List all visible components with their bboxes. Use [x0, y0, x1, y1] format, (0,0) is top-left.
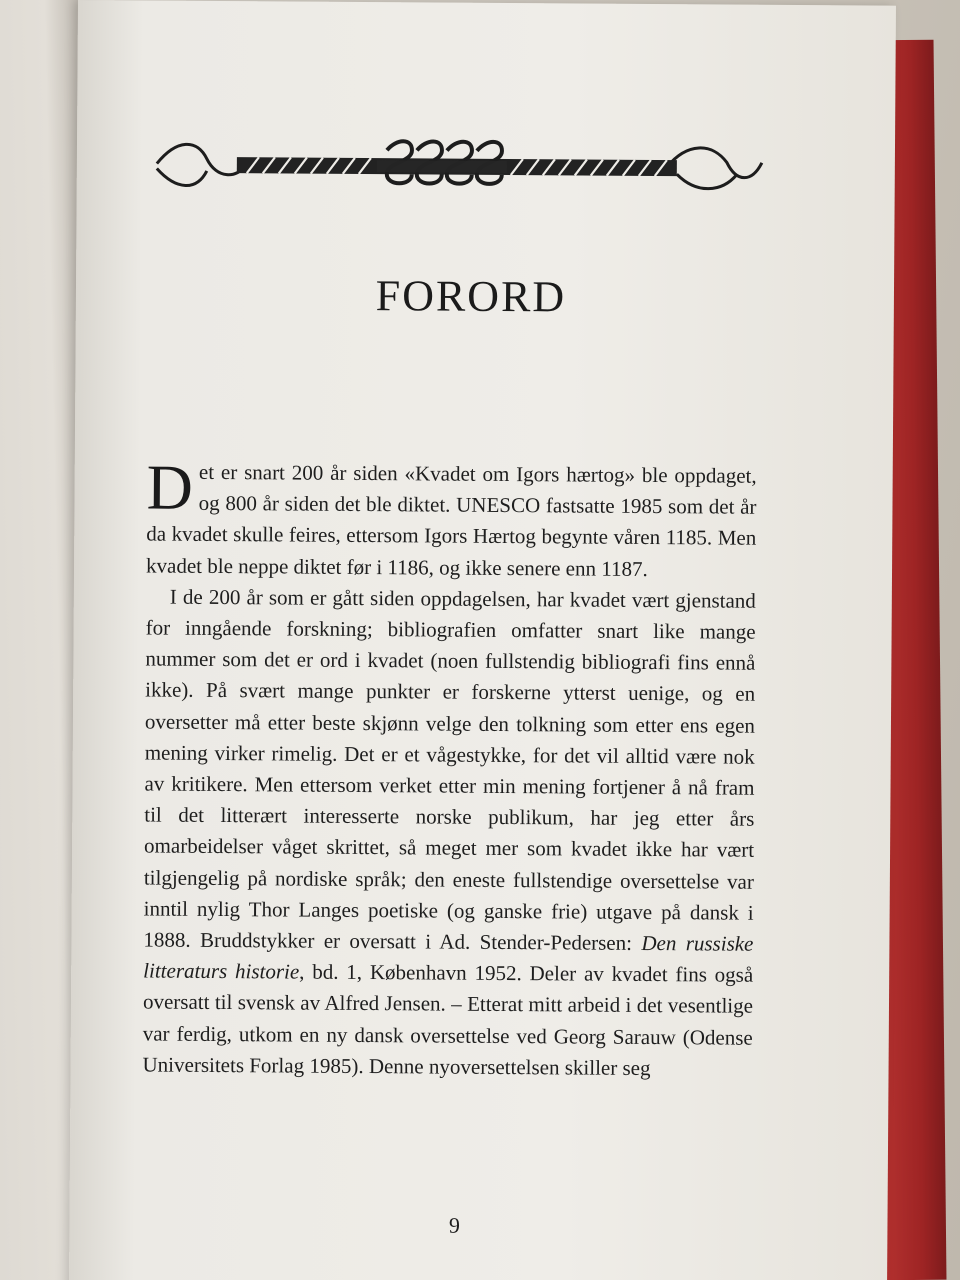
paragraph-1 — [145, 451, 757, 585]
book-title-italic: Den russiske litteraturs historie — [143, 931, 754, 984]
paragraph-2 — [142, 581, 755, 1084]
page-number: 9 — [448, 1212, 461, 1238]
body-text — [142, 451, 757, 1084]
paragraph-2-text-a: I de 200 år som er gått siden oppdagelsen, har kvadet vært gjenstand for inngående forskning; bibliografien omfatter snart like mange nummer som det er ord i kvadet (noen fullstendig bibliografi fins ennå ikke). På svært mange punkter er forskerne ytterst uenige, og en oversetter må etter beste skjønn velge den tolkning som etter ens egen mening virker rimelig. Det er et vågestykke, for det vil alltid være nok av kritikere. Men ettersom verket etter min mening fortjener å nå fram til det litterært interesserte norske publikum, har jeg etter års omarbeidelser våget skrittet, så meget mer som kvadet ikke har vært tilgjengelig på nordiske språk; den eneste fullstendige oversettelse var inntil nylig Thor Langes poetiske (og ganske frie) utgave på dansk i 1888. Bruddstykker er oversatt i Ad. Stender-Pedersen: — [143, 584, 756, 956]
drop-cap: D — [146, 451, 194, 523]
paragraph-2-text-b: , bd. 1, København 1952. Deler av kvadet fins også oversatt til svensk av Alfred Jensen. – Etterat mitt arbeid i det vesentlige var ferdig, utkom en ny dansk oversettelse ved Georg Sarauw (Odense Universitets Forlag 1985). Denne nyoversettelsen skiller seg — [142, 959, 754, 1080]
book-page — [69, 0, 896, 1280]
knotwork-ornament — [137, 128, 777, 202]
chapter-title: FORORD — [375, 271, 567, 322]
paragraph-1-text: et er snart 200 år siden «Kvadet om Igors hærtog» ble oppdaget, og 800 år siden det ble diktet. UNESCO fastsatte 1985 som det år da kvadet skulle feires, ettersom Igors Hærtog begynte våren 1185. Men kvadet ble neppe diktet før i 1186, og ikke senere enn 1187. — [145, 459, 757, 581]
